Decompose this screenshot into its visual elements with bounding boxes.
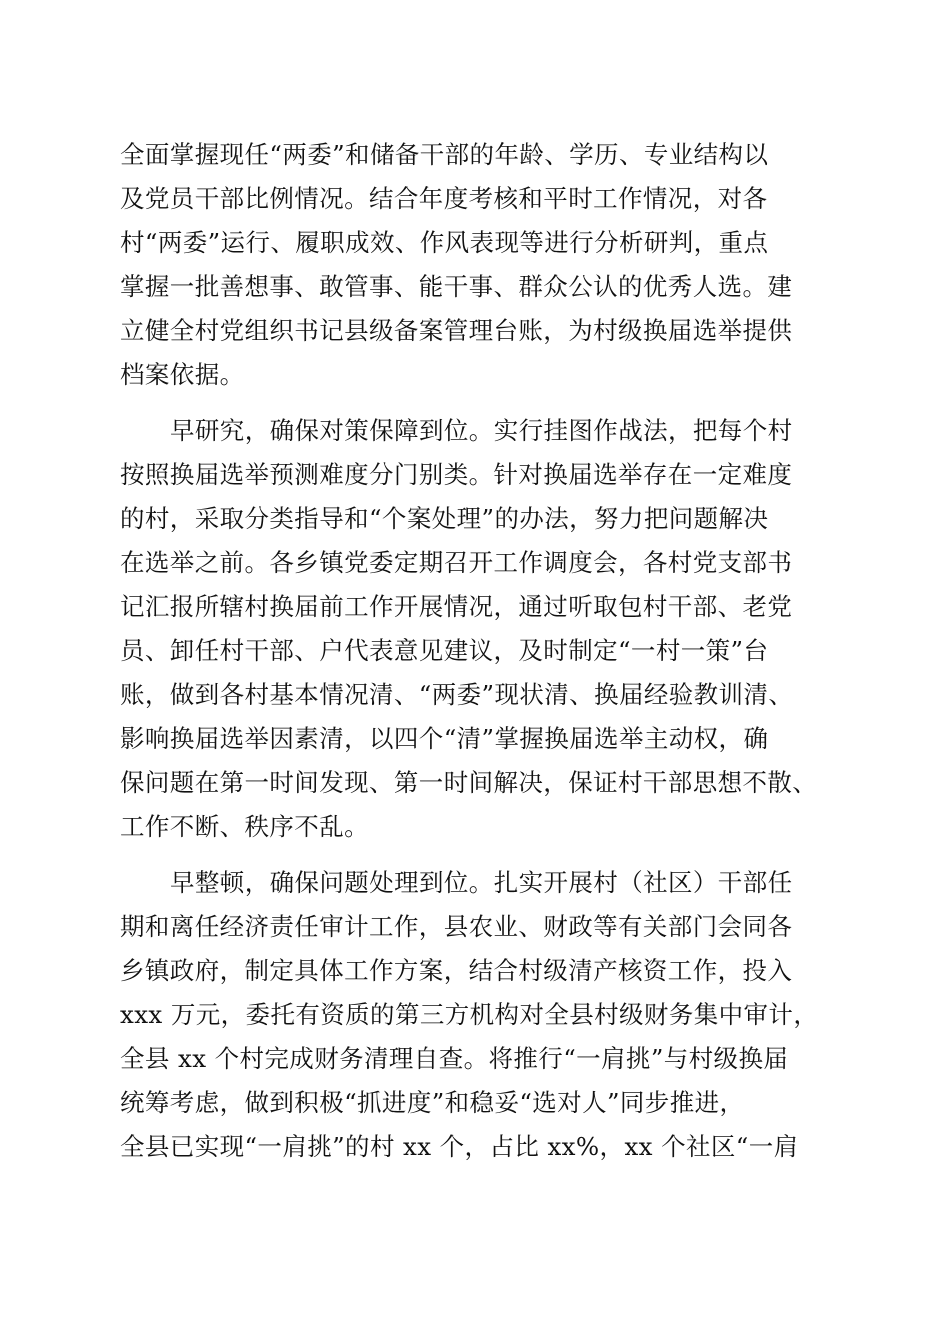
text-line: 全县 xx 个村完成财务清理自查。将推行“一肩挑”与村级换届 xyxy=(120,1044,789,1073)
paragraph-first-line: 早研究，确保对策保障到位。实行挂图作战法，把每个村 xyxy=(170,416,793,445)
text-line: 统筹考虑，做到积极“抓进度”和稳妥“选对人”同步推进， xyxy=(120,1088,745,1117)
text-line: 立健全村党组织书记县级备案管理台账，为村级换届选举提供 xyxy=(120,316,793,345)
text-line: 期和离任经济责任审计工作，县农业、财政等有关部门会同各 xyxy=(120,912,793,941)
text-line: 工作不断、秩序不乱。 xyxy=(120,812,369,841)
text-line: 全县已实现“一肩挑”的村 xx 个，占比 xx%，xx 个社区“一肩 xyxy=(120,1132,799,1161)
text-line: 保问题在第一时间发现、第一时间解决，保证村干部思想不散、 xyxy=(120,768,818,797)
text-line: 档案依据。 xyxy=(120,360,245,389)
text-line: 影响换届选举因素清，以四个“清”掌握换届选举主动权，确 xyxy=(120,724,769,753)
text-line: 村“两委”运行、履职成效、作风表现等进行分析研判，重点 xyxy=(120,228,769,257)
text-line: 账，做到各村基本情况清、“两委”现状清、换届经验教训清、 xyxy=(120,680,794,709)
paragraph-first-line: 早整顿，确保问题处理到位。扎实开展村（社区）干部任 xyxy=(170,868,793,897)
text-line: 掌握一批善想事、敢管事、能干事、群众公认的优秀人选。建 xyxy=(120,272,793,301)
text-line: 及党员干部比例情况。结合年度考核和平时工作情况，对各 xyxy=(120,184,768,213)
text-line: 员、卸任村干部、户代表意见建议，及时制定“一村一策”台 xyxy=(120,636,769,665)
text-line: 乡镇政府，制定具体工作方案，结合村级清产核资工作，投入 xyxy=(120,956,793,985)
text-line: 的村，采取分类指导和“个案处理”的办法，努力把问题解决 xyxy=(120,504,769,533)
text-line: 全面掌握现任“两委”和储备干部的年龄、学历、专业结构以 xyxy=(120,140,769,169)
text-line: 记汇报所辖村换届前工作开展情况，通过听取包村干部、老党 xyxy=(120,592,793,621)
text-line: 按照换届选举预测难度分门别类。针对换届选举存在一定难度 xyxy=(120,460,793,489)
text-line: xxx 万元，委托有资质的第三方机构对全县村级财务集中审计， xyxy=(120,1000,819,1029)
text-line: 在选举之前。各乡镇党委定期召开工作调度会，各村党支部书 xyxy=(120,548,793,577)
